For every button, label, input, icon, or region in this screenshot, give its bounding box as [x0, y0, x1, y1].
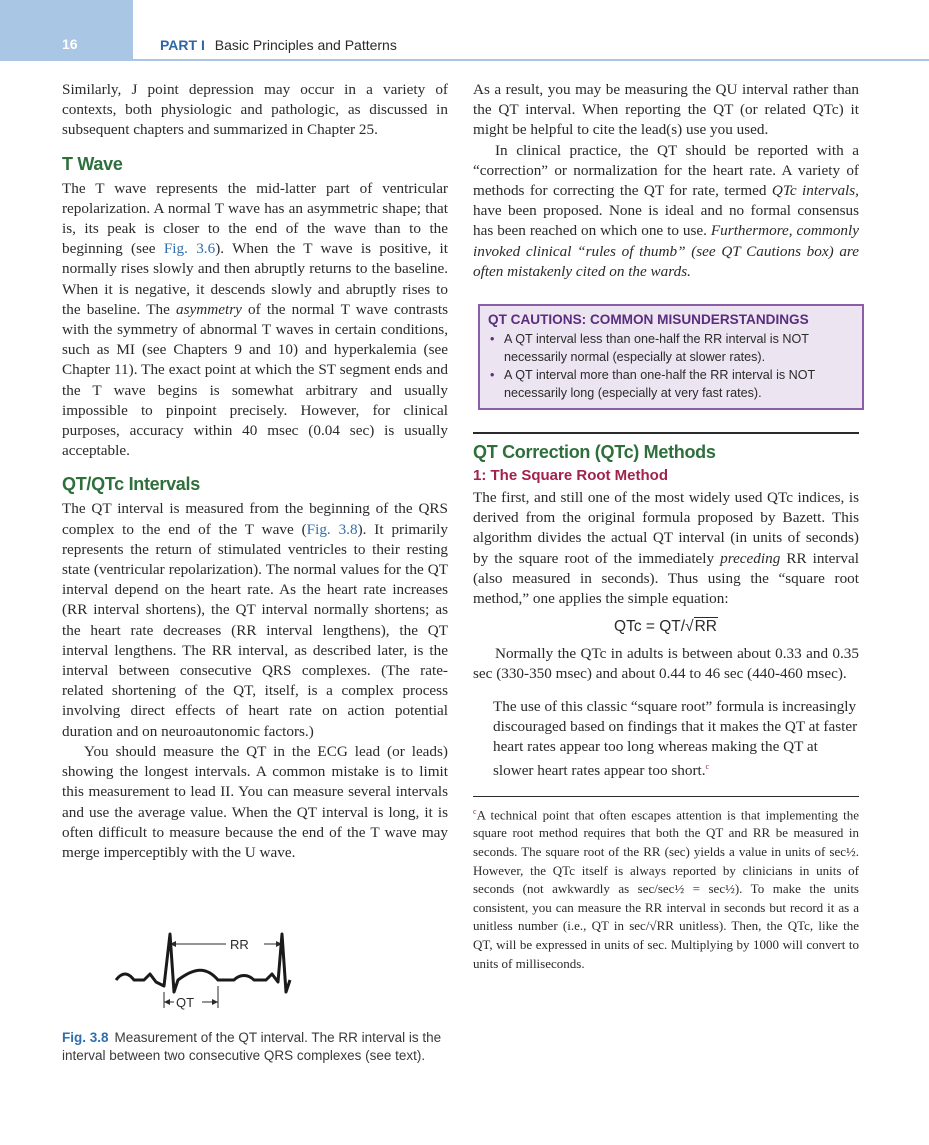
- qu-paragraph: As a result, you may be measuring the QU interval rather than the QT interval. When reporting the QT (or related QTc) it might be helpful to cite the lead(s) use you used.: [473, 81, 859, 139]
- square-root-note-text: [493, 697, 859, 782]
- footnote-mark: c: [473, 806, 477, 816]
- right-column: [473, 80, 859, 973]
- qt-paragraph-2: You should measure the QT in the ECG lead (or leads) showing the longest intervals. A common mistake is to limit this measurement to lead II. You can measure several intervals and use the average value. When the QT interval is long, it is often difficult to measure because the end of the T wave may merge imperceptibly with the U wave.: [62, 742, 448, 861]
- clinical-text-1: In clinical practice, the QT should be reported with a “correction” or normalization for the heart rate. A variety of methods for correcting the QT for rate, termed: [473, 141, 859, 200]
- qt-text-1: The QT interval is measured from the beginning of the QRS complex to the end of the T wave (: [62, 500, 448, 538]
- twave-heading: T Wave: [62, 153, 123, 174]
- qt-heading: QT/QTc Intervals: [62, 474, 200, 495]
- caution-item: [488, 330, 856, 366]
- rules-of-thumb-emphasis: Furthermore, commonly invoked clinical “rules of thumb” (see QT Cautions box) are often mistakenly cited on the wards.: [473, 222, 859, 280]
- normal-qtc-paragraph: Normally the QTc in adults is between about 0.33 and 0.35 sec (330-350 msec) and about 0.44 to 46 sec (440-460 msec).: [473, 645, 859, 683]
- header-rule: [0, 59, 929, 61]
- part-label: PART I: [160, 37, 205, 53]
- square-root-paragraph: [473, 488, 859, 609]
- rr-label: RR: [230, 937, 249, 952]
- qt-label: QT: [176, 995, 195, 1010]
- square-root-method-heading: 1: The Square Root Method: [473, 467, 668, 485]
- section-divider: [473, 432, 859, 434]
- twave-text-1: The T wave represents the mid-latter part of ventricular repolarization. A normal T wave has an asymmetric shape; that is, its peak is closer to the end of the wave than to the beginning (see: [62, 179, 448, 258]
- qt-cautions-box: [478, 304, 864, 410]
- figure-label: Fig. 3.8: [62, 1030, 109, 1045]
- intro-paragraph: Similarly, J point depression may occur in a variety of contexts, both physiologic and pathologic, as discussed in subsequent chapters and summarized in Chapter 25.: [62, 81, 448, 139]
- left-column: [62, 80, 448, 863]
- equation-lhs: QTc = QT/√: [614, 618, 694, 636]
- equation-radicand: RR: [694, 618, 717, 636]
- twave-text-2: ). When the T wave is positive, it normally rises slowly and then abruptly returns to the baseline. When it is negative, it descends slowly and abruptly rises to the baseline. The: [62, 240, 448, 318]
- twave-emphasis: asymmetry: [176, 300, 242, 318]
- square-root-note: [493, 697, 859, 782]
- figure-caption-text: Measurement of the QT interval. The RR interval is the interval between two consecutive QRS complexes (see text).: [62, 1030, 442, 1063]
- running-head: [160, 37, 397, 53]
- footnote-rule: [473, 796, 859, 797]
- preceding-emphasis: preceding: [720, 549, 781, 567]
- qt-cautions-title: QT CAUTIONS: COMMON MISUNDERSTANDINGS: [488, 312, 809, 328]
- qtc-intervals-emphasis: QTc intervals,: [771, 182, 859, 200]
- figure-3-8: [62, 928, 448, 1065]
- footnote-marker[interactable]: c: [705, 762, 710, 772]
- caution-item: [488, 366, 856, 402]
- caution-item-text: A QT interval less than one-half the RR interval is NOT necessarily normal (especially at slower rates).: [504, 332, 809, 365]
- bazett-equation: [473, 617, 859, 636]
- qt-arrowhead-left: [164, 999, 170, 1005]
- fig-3-6-link[interactable]: Fig. 3.6: [163, 240, 216, 258]
- qt-text-2: ). It primarily represents the return of stimulated ventricles to their resting state (ventricular repolarization). The normal values for the QT interval depend on the heart rate. As the heart rate increases (RR interval shortens), the QT interval normally shortens; as the heart rate decreases (RR interval lengthens), the QT interval lengthens. The RR interval, as described later, is the interval between consecutive QRS complexes. (The rate-related shortening of the QT, itself, is a complex process involving direct effects of heart rate on action potential duration and on neuroautonomic factors.): [62, 520, 448, 740]
- square-root-text-2: RR interval (also measured in seconds). Thus using the “square root method,” one applies the simple equation:: [473, 549, 859, 608]
- twave-paragraph: [62, 179, 448, 462]
- bullet-icon: •: [490, 332, 495, 347]
- bullet-icon: •: [490, 368, 495, 383]
- caution-item-text: A QT interval more than one-half the RR interval is NOT necessarily long (especially at very fast rates).: [504, 368, 816, 401]
- clinical-text-2: have been proposed. None is ideal and no formal consensus has been reached on which one to use.: [473, 202, 859, 240]
- ecg-qt-diagram: [114, 928, 294, 1018]
- twave-text-3: of the normal T wave contrasts with the symmetry of abnormal T waves in certain conditions, such as MI (see Chapters 9 and 10) and hyperkalemia (see Chapter 11). The exact point at which the ST segment ends and the T wave begins is somewhat arbitrary and usually impossible to pinpoint precisely. However, for clinical purposes, accuracy within 40 msec (0.04 sec) is usually acceptable.: [62, 300, 449, 460]
- part-title: Basic Principles and Patterns: [214, 37, 397, 53]
- note-text: The use of this classic “square root” formula is increasingly discouraged based on findings that it makes the QT at faster heart rates appear too long whereas making the QT at slower heart rates appear too short.: [493, 697, 858, 780]
- clinical-practice-paragraph: [473, 141, 859, 282]
- qtc-methods-heading: QT Correction (QTc) Methods: [473, 442, 716, 463]
- page-number: 16: [62, 36, 78, 52]
- qt-arrowhead-right: [212, 999, 218, 1005]
- footnote-text: A technical point that often escapes attention is that implementing the square root method requires that both the QT and RR be measured in seconds. The square root of the RR (sec) yields a value in units of sec½. However, the QTc itself is always reported by clinicians in units of seconds (not awkwardly as sec/sec½ = sec½). To make the units consistent, you can measure the RR interval in seconds but record it as a unitless number (i.e., QT in sec/√RR unitless). Then, the QTc, like the QT, will be expressed in units of sec. Multiplying by 1000 will convert to units of milliseconds.: [473, 806, 859, 971]
- square-root-text-1: The first, and still one of the most widely used QTc indices, is derived from the original formula proposed by Bazett. This algorithm divides the actual QT interval (in units of seconds) by the square root of the immediately: [473, 489, 859, 567]
- footnote: [473, 803, 859, 974]
- qt-paragraph-1: [62, 499, 448, 741]
- ecg-trace: [116, 934, 290, 992]
- figure-caption: [62, 1029, 448, 1065]
- fig-3-8-link[interactable]: Fig. 3.8: [306, 520, 358, 538]
